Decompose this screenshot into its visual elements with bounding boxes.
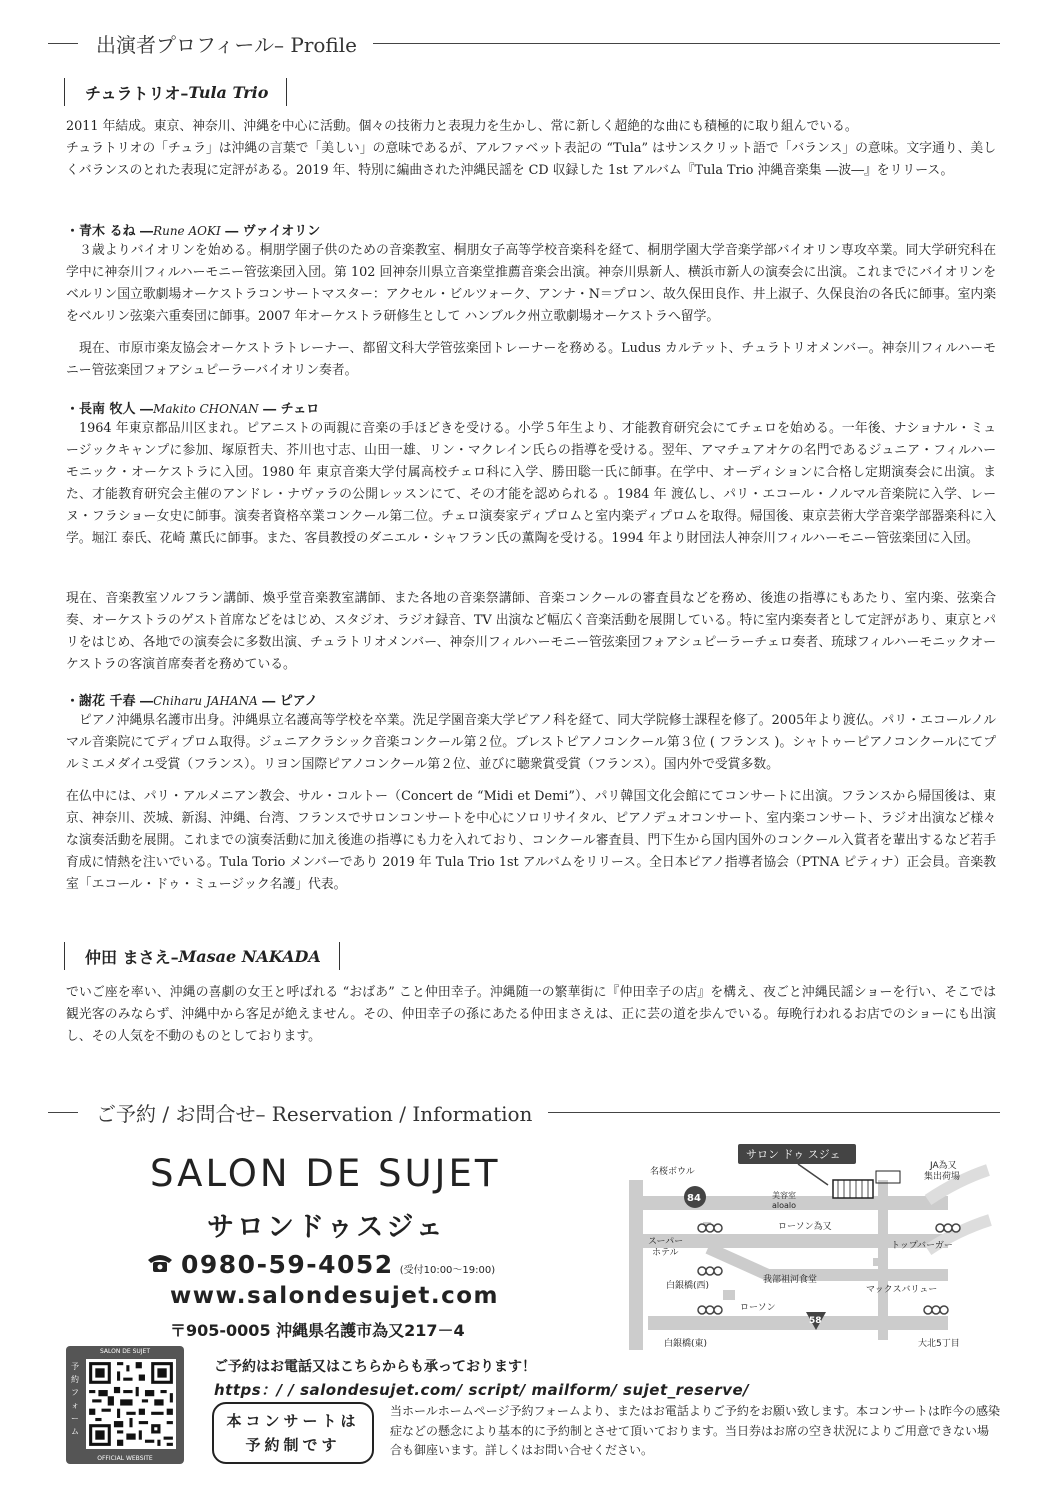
badge-line-2: 予約制です [245, 1436, 341, 1454]
map-salon-pointer [798, 1164, 828, 1185]
aoki-name: ・青木 るね ― [66, 224, 154, 239]
venue-address: 〒905-0005 沖縄県名護市為又217－4 [170, 1321, 465, 1340]
qr-bottom-label: OFFICIAL WEBSITE [97, 1455, 153, 1462]
chonan-name-en: Makito CHONAN [153, 402, 259, 416]
venue-name: SALON DE SUJET [150, 1152, 501, 1195]
map-label-ja: JA為又 [930, 1161, 957, 1171]
phone-number: 0980-59-4052 [181, 1250, 394, 1279]
jahana-name: ・謝花 千春 ― [66, 694, 154, 709]
profile-section-heading [48, 28, 1000, 58]
map-road-route58 [648, 1316, 948, 1330]
qr-top-label: SALON DE SUJET [99, 1348, 150, 1355]
jahana-bio: ピアノ沖縄県名護市出身。沖縄県立名護高等学校を卒業。洗足学園音楽大学ピアノ科を経て、同大学院修士課程を修了。2005年より渡仏。パリ・エコールノルマル音楽院にてディプロム取得。ジュニアクラシック音楽コンクール第２位。ブレストピアノコンクール第３位 ( フランス )。シャトゥーピアノコンクールにてプルミエメダイユ受賞（フランス）。リヨン国際ピアノコンクール第２位、並びに聴衆賞受賞（フランス）。国内外で受賞多数。 [66, 713, 996, 772]
member-jahana-heading [66, 690, 318, 709]
reservation-note: 当ホールホームページ予約フォームより、またはお電話よりご予約をお願い致します。本コンサートは昨今の感染症などの懸念により基本的に予約制とさせて頂いております。当日券はお席の空き状況によりご用意できない場合も御座います。詳しくはお問い合せください。 [390, 1404, 1000, 1457]
map-label-top-burger: トップバーガー [891, 1241, 953, 1251]
chonan-bio: 1964 年東京都品川区まれ。ピアニストの両親に音楽の手ほどきを受ける。小学５年生より、才能教育研究会にてチェロを始める。一年後、ナショナル・ミュージックキャンプに参加、塚原哲夫、芥川也寸志、山田一雄、リン・マクレイン氏らの指導を受ける。翌年、アマチュアオケの名門であるジュニア・フィルハーモニック・オーケストラに入団。1980 年 東京音楽大学付属高校チェロ科に入学、勝田聡一氏に師事。在学中、オーディションに合格し定期演奏会に出演。また、才能教育研究会主催のアンドレ・ナヴァラの公開レッスンにて、その才能を認められる 。1984 年 渡仏し、パリ・エコール・ノルマル音楽院に入学、レーヌ・フラショー女史に師事。演奏者資格卒業コンクール第二位。チェロ演奏家ディプロムと室内楽ディプロムを取得。帰国後、東京芸術大学音楽学部器楽科に入学。堀江 泰氏、花崎 薫氏に師事。また、客員教授のダニエル・シャフラン氏の薫陶を受ける。1994 年より財団法人神奈川フィルハーモニー管弦楽団に入団。 [66, 421, 996, 546]
badge-line-1: 本コンサートは [226, 1412, 360, 1430]
map-label-ja2: 集出荷場 [924, 1172, 961, 1182]
member-aoki-heading [66, 220, 320, 239]
member-chonan-heading [66, 398, 319, 417]
venue-website-link[interactable]: www.salondesujet.com [170, 1283, 500, 1309]
map-route58-label: 58 [809, 1316, 822, 1326]
heading-dash [48, 1112, 78, 1113]
chonan-bio-2: 現在、音楽教室ソルフラン講師、煥乎堂音楽教室講師、また各地の音楽祭講師、音楽コンクールの審査員などを務め、後進の指導にもあたり、室内楽、弦楽合奏、オーケストラのゲスト首席などをはじめ、スタジオ、ラジオ録音、TV 出演など幅広く音楽活動を展開している。特に室内楽奏者として定評があり、東京とパリをはじめ、各地での演奏会に多数出演、チュラトリオメンバー、神奈川フィルハーモニー管弦楽団フォアシュピーラーチェロ奏者、琉球フィルハーモニックオーケストラの客演首席奏者を務めている。 [66, 591, 996, 672]
tula-intro-1: 2011 年結成。東京、神奈川、沖縄を中心に活動。個々の技術力と表現力を生かし、常に新しく超絶的な曲にも積極的に取り組んでいる。 [66, 119, 858, 134]
access-map [628, 1140, 998, 1370]
map-label-lawson: ローソン [740, 1303, 776, 1313]
qr-code-image [86, 1359, 176, 1449]
map-label-beauty: 美容室 [772, 1191, 796, 1200]
map-label-super: スーパー [648, 1237, 684, 1247]
map-label-maxvalu: マックスバリュー [866, 1285, 938, 1295]
aoki-bio: ３歳よりバイオリンを始める。桐朋学園子供のための音楽教室、桐朋女子高等学校音楽科を経て、桐朋学園大学音楽学部バイオリン専攻卒業。同大学研究科在学中に神奈川フィルハーモニー管弦楽団入団。第 102 回神奈川県立音楽堂推薦音楽会出演。神奈川県新人、横浜市新人の演奏会に出演。これまでにバイオリンをベルリン国立歌劇場オーケストラコンサートマスター：アクセル・ビルツォーク、アンナ・N＝プロン、故久保田良作、井上淑子、久保良治の各氏に師事。室内楽をベルリン弦楽六重奏団に師事。2007 年オーケストラ研修生として ハンブルク州立歌劇場オーケストラへ留学。 [66, 243, 996, 324]
map-label-okita: 大北5丁目 [918, 1339, 960, 1349]
map-salon-building [833, 1180, 873, 1198]
jahana-name-en: Chiharu JAHANA [153, 694, 258, 708]
qr-side-label: 予約フォーム [71, 1362, 79, 1436]
profile-heading-text: 出演者プロフィール– Profile [96, 32, 357, 57]
jahana-bio-2: 在仏中には、パリ・アルメニアン教会、サル・コルトー（Concert de “Midi et Demi”）、パリ韓国文化会館にてコンサートに出演。フランスから帰国後は、東京、神奈川、茨城、新潟、沖縄、台湾、フランスでサロンコンサートを中心にソロリサイタル、ピアノデュオコンサート、室内楽コンサート、ラジオ出演など様々な演奏活動を展開。これまでの演奏活動に加え後進の指導にも力を入れており、コンクール審査員、門下生から国内国外のコンクール入賞者を輩出するなど若手育成に情熱を注いでいる。Tula Torio メンバーであり 2019 年 Tula Trio 1st アルバムをリリース。全日本ピアノ指導者協会（PTNA ピティナ）正会員。音楽教室「エコール・ドゥ・ミュージック名護」代表。 [66, 789, 996, 892]
venue-phone[interactable] [145, 1250, 495, 1279]
map-salon-label: サロン ドゥ スジェ [746, 1148, 841, 1161]
nakada-bio: でいご座を率い、沖縄の喜劇の女王と呼ばれる “おばあ” こと仲田幸子。沖縄随一の繁華街に『仲田幸子の店』を構え、夜ごと沖縄民謡ショーを行い、そこでは観光客のみならず、沖縄中から客足が絶えません。その、仲田幸子の孫にあたる仲田まさえは、正に芸の道を歩んでいる。毎晩行われるお店でのショーにも出演し、その人気を不動のものとしております。 [66, 985, 996, 1044]
tula-intro-2: チュラトリオの「チュラ」は沖縄の言葉で「美しい」の意味であるが、アルファベット表記の “Tula” はサンスクリット語で「バランス」の意味。文字通り、美しくバランスのとれた表現に定評がある。2019 年、特別に編曲された沖縄民謡を CD 収録した 1st アルバム『Tula Trio 沖縄音楽集 ―波―』をリリース。 [66, 141, 996, 178]
nakada-title-en: Masae NAKADA [178, 946, 321, 966]
tula-title-ja: チュラトリオ– [85, 83, 189, 103]
map-road-diagonal [708, 1248, 948, 1275]
venue-name-kana: サロンドゥスジェ [207, 1212, 446, 1243]
tula-trio-title [64, 78, 287, 106]
aoki-role: ― ヴァイオリン [220, 224, 321, 239]
map-label-shiraginbashi-east: 白銀橋(東) [664, 1339, 708, 1349]
jahana-role: ― ピアノ [257, 694, 318, 709]
map-label-shiraginbashi-west: 白銀橋(西) [666, 1281, 710, 1291]
reservation-intro: ご予約はお電話又はこちらからも承っております！ [214, 1359, 536, 1375]
nakada-title [64, 942, 340, 970]
map-label-meio-bowl: 名桜ボウル [650, 1167, 695, 1177]
map-label-super2: ホテル [652, 1248, 679, 1258]
heading-rule [548, 1112, 1000, 1113]
chonan-role: ― チェロ [258, 402, 320, 417]
map-building [873, 1258, 883, 1266]
heading-rule [373, 43, 1000, 44]
aoki-name-en: Rune AOKI [153, 224, 221, 238]
nakada-title-ja: 仲田 まさえ– [85, 947, 179, 967]
map-label-beauty2: aloalo [772, 1201, 797, 1210]
reservation-heading-text: ご予約 / お問合せ– Reservation / Information [96, 1101, 533, 1126]
map-label-lawson-tamata: ローソン為又 [778, 1222, 832, 1232]
reservation-form-url[interactable]: https：/ / salondesujet.com/ script/ mailform/ sujet_reserve/ [214, 1381, 750, 1399]
heading-dash [48, 43, 78, 44]
tula-title-en: Tula Trio [188, 82, 269, 102]
map-label-shokudo: 我部祖河食堂 [763, 1275, 818, 1285]
phone-icon [145, 1251, 175, 1273]
chonan-name: ・長南 牧人 ― [66, 402, 154, 417]
phone-hours: (受付10:00～19:00) [399, 1265, 496, 1276]
reservation-section-heading [48, 1097, 1000, 1127]
aoki-bio-2: 現在、市原市楽友協会オーケストラトレーナー、都留文科大学管弦楽団トレーナーを務める。Ludus カルテット、チュラトリオメンバー。神奈川フィルハーモニー管弦楽団フォアシュピーラーバイオリン奏者。 [66, 341, 996, 378]
reservation-qr-code[interactable] [66, 1346, 184, 1464]
map-route84-label: 84 [687, 1193, 701, 1204]
reservation-required-badge [212, 1402, 374, 1464]
map-building [723, 1290, 735, 1300]
